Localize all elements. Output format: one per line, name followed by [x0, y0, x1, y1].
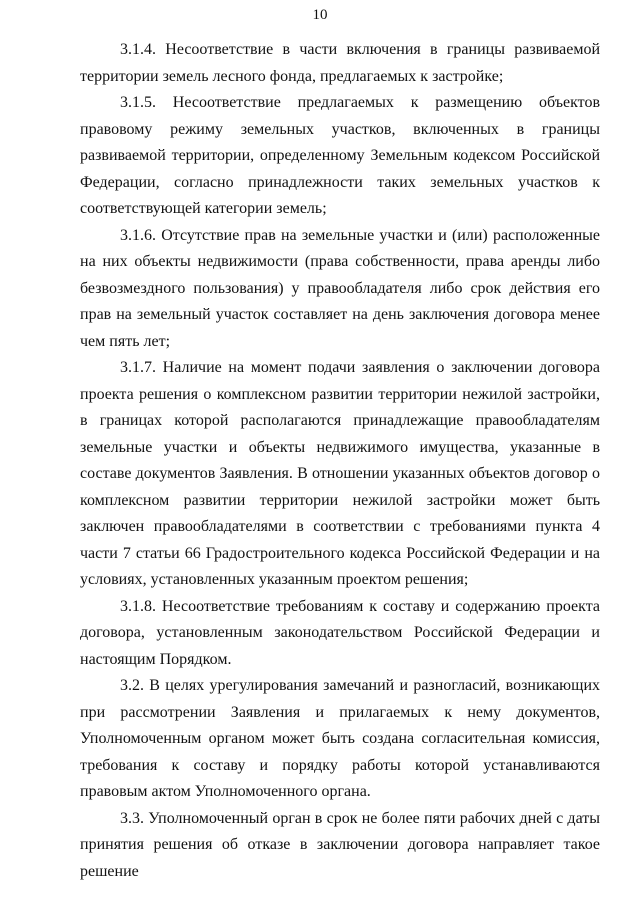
page-number: 10: [312, 7, 328, 23]
paragraph-3-1-5: 3.1.5. Несоответствие предлагаемых к размещению объектов правовому режиму земельных участков, включенных в границы развиваемой территории, определенному Земельным кодексом Российской Федерации, согласно принадлежности таких земельных участков к соответствующей категории земель;: [80, 94, 600, 217]
paragraph-3-1-7: 3.1.7. Наличие на момент подачи заявления о заключении договора проекта решения о комплексном развитии территории нежилой застройки, в границах которой располагаются принадлежащие правообладателям земельные участки и объекты недвижимого имущества, указанные в составе документов Заявления. В отношении указанных объектов договор о комплексном развитии территории нежилой застройки может быть заключен правообладателями в соответствии с требованиями пункта 4 части 7 статьи 66 Градостроительного кодекса Российской Федерации и на условиях, установленных указанным проектом решения;: [80, 359, 600, 588]
paragraph-3-1-4: 3.1.4. Несоответствие в части включения в границы развиваемой территории земель лесного фонда, предлагаемых к застройке;: [80, 41, 600, 85]
document-body: [80, 37, 600, 885]
paragraph-3-1-6: 3.1.6. Отсутствие прав на земельные участки и (или) расположенные на них объекты недвижимости (права собственности, права аренды либо безвозмездного пользования) у правообладателя либо срок действия его прав на земельный участок составляет на день заключения договора менее чем пять лет;: [80, 226, 600, 350]
paragraph-3-1-8: 3.1.8. Несоответствие требованиям к составу и содержанию проекта договора, установленным законодательством Российской Федерации и настоящим Порядком.: [80, 597, 600, 668]
paragraph-3-3: 3.3. Уполномоченный орган в срок не более пяти рабочих дней с даты принятия решения об отказе в заключении договора направляет такое решение: [80, 809, 600, 880]
paragraph-3-2: 3.2. В целях урегулирования замечаний и разногласий, возникающих при рассмотрении Заявления и прилагаемых к нему документов, Уполномоченным органом может быть создана согласительная комиссия, требования к составу и порядку работы которой устанавливаются правовым актом Уполномоченного органа.: [80, 677, 600, 800]
